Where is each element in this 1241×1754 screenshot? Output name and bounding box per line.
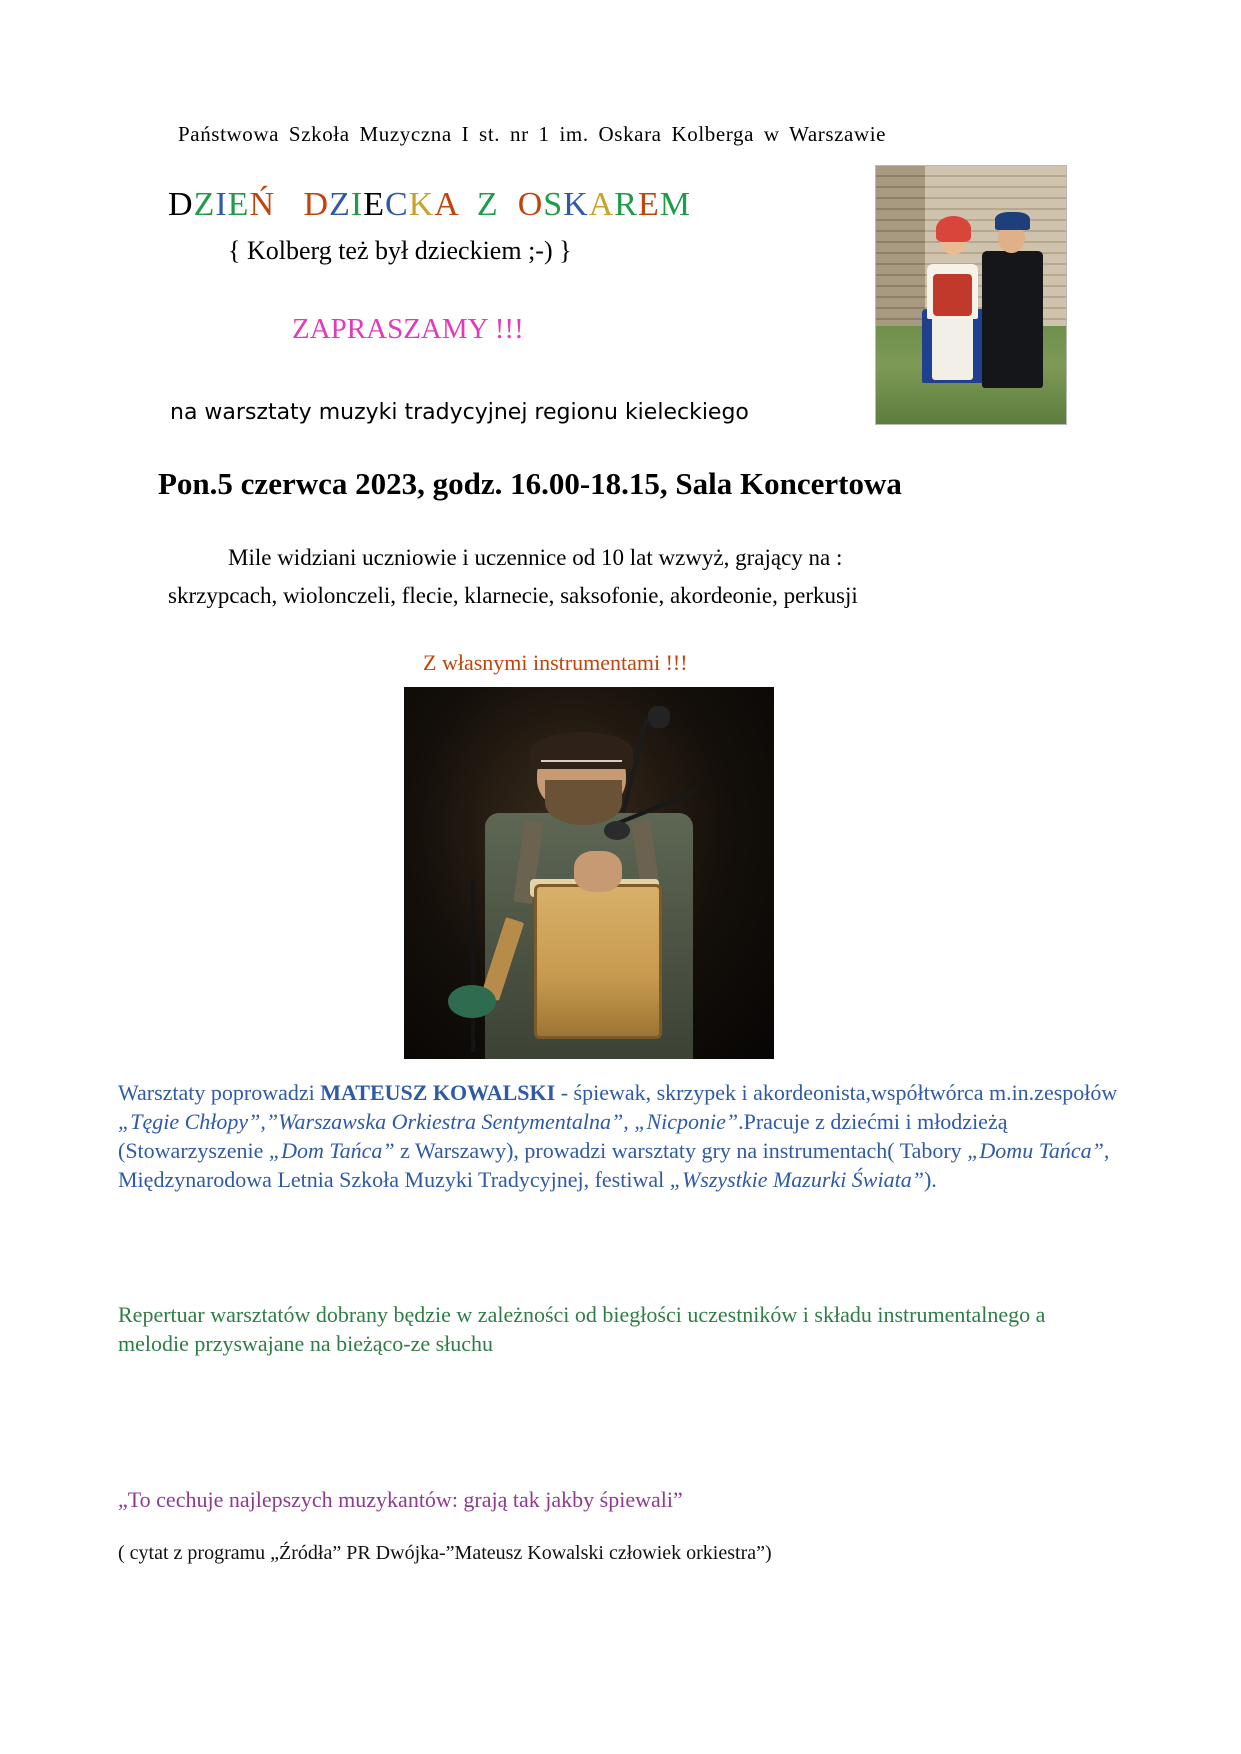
title-letter-2: I — [215, 186, 228, 223]
microphone-head-lower — [604, 821, 630, 840]
title-letter-15 — [499, 186, 518, 223]
welcome-line-1: Mile widziani uczniowie i uczennice od 10 lat wzwyż, grający na : — [228, 545, 843, 570]
quote-text: „To cechuje najlepszych muzykantów: grają tak jakby śpiewali” — [118, 1487, 683, 1512]
title-letter-16: O — [517, 186, 544, 223]
leader-tabory: „Domu Tańca” — [967, 1138, 1104, 1164]
woman-headscarf — [936, 216, 971, 242]
musician-beard — [545, 780, 623, 825]
title-letter-11: K — [408, 186, 435, 223]
title-letter-18: K — [563, 186, 589, 223]
workshop-description: na warsztaty muzyki tradycyjnej regionu kieleckiego — [170, 400, 749, 425]
title-letter-17: S — [543, 186, 564, 223]
event-date-line: Pon.5 czerwca 2023, godz. 16.00-18.15, Sala Koncertowa — [158, 466, 902, 501]
title-letter-0: D — [168, 186, 194, 223]
folk-couple-photo — [875, 165, 1067, 425]
leader-after-assoc: z Warszawy), prowadzi warsztaty gry na instrumentach( Tabory — [394, 1138, 968, 1164]
title-letter-13 — [458, 186, 477, 223]
title-letter-5 — [275, 186, 304, 223]
leader-festival: „Wszystkie Mazurki Świata” — [669, 1167, 924, 1193]
man-figure — [982, 212, 1043, 387]
woman-vest — [933, 274, 972, 316]
leader-name: MATEUSZ KOWALSKI — [320, 1080, 556, 1105]
school-name-line: Państwowa Szkoła Muzyczna I st. nr 1 im. Oskara Kolberga w Warszawie — [178, 122, 887, 146]
microphone-head-upper — [648, 706, 670, 728]
page-subtitle: { Kolberg też był dzieckiem ;-) } — [228, 236, 572, 265]
leader-after-name: - śpiewak, skrzypek i akordeonista,współtwórca m.in.zespołów — [555, 1080, 1118, 1105]
mic-stand — [471, 880, 475, 1051]
invitation-text: ZAPRASZAMY !!! — [292, 313, 524, 345]
title-letter-9: E — [363, 186, 385, 223]
man-coat — [982, 251, 1043, 388]
leader-after-bands: .Pracuje z dziećmi i młodzieżą (Stowarzyszenie — [118, 1109, 1008, 1164]
repertoire-paragraph: Repertuar warsztatów dobrany będzie w zależności od biegłości uczestników i składu instrumentalnego a melodie przyswajane na bieżąco-ze słuchu — [118, 1302, 1046, 1357]
frame-drum — [534, 884, 662, 1039]
title-letter-22: M — [659, 186, 691, 223]
title-letter-21: E — [637, 186, 660, 223]
title-letter-10: C — [384, 186, 409, 223]
title-letter-8: I — [350, 186, 364, 223]
title-letter-6: D — [303, 186, 330, 223]
quote-source: ( cytat z programu „Źródła” PR Dwójka-”Mateusz Kowalski człowiek orkiestra”) — [118, 1542, 772, 1564]
woman-figure — [922, 223, 987, 383]
page-title — [168, 186, 691, 224]
leader-prefix: Warsztaty poprowadzi — [118, 1080, 321, 1105]
title-letter-7: Z — [329, 186, 351, 223]
title-letter-19: A — [588, 186, 615, 223]
own-instruments-note: Z własnymi instrumentami !!! — [423, 650, 688, 675]
title-letter-4: Ń — [249, 186, 276, 223]
man-cap — [995, 212, 1030, 230]
musician-hand — [574, 851, 622, 892]
welcome-line-2: skrzypcach, wiolonczeli, flecie, klarnecie, saksofonie, akordeonie, perkusji — [168, 583, 858, 608]
leader-after-tabory: , Międzynarodowa Letnia Szkoła Muzyki Tradycyjnej, festiwal — [118, 1138, 1110, 1193]
title-letter-1: Z — [193, 186, 216, 223]
leader-paragraph — [118, 1078, 1118, 1194]
title-letter-20: R — [614, 186, 638, 223]
musician-photo — [404, 687, 774, 1059]
leader-bands: „Tęgie Chłopy”,”Warszawska Orkiestra Sentymentalna”, „Nicponie” — [118, 1109, 739, 1135]
title-letter-12: A — [434, 186, 458, 223]
leader-association: „Dom Tańca” — [268, 1138, 395, 1164]
title-letter-3: E — [227, 186, 250, 223]
leader-tail: ). — [923, 1167, 937, 1193]
title-letter-14: Z — [476, 186, 499, 223]
glasses-icon — [541, 760, 622, 777]
wooden-wall-shadow — [876, 166, 925, 326]
